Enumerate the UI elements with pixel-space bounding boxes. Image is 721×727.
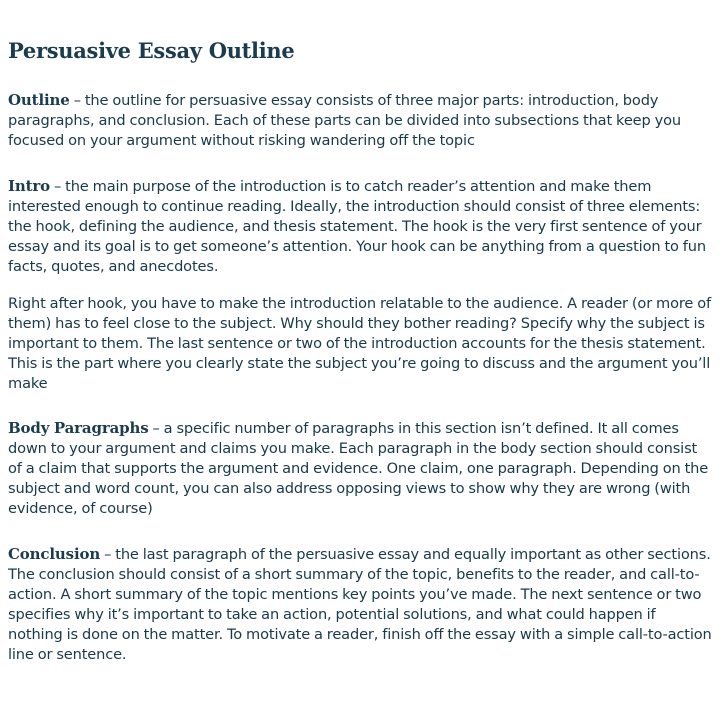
intro-continuation-paragraph — [8, 294, 714, 394]
intro-continuation-text: Right after hook, you have to make the introduction relatable to the audience. A reader (or more of them) has to feel close to the subject. Why should they bother reading? Specify why the subject is important to them. The last sentence or two of the introduction accounts for the thesis statement. This is the part where you clearly state the subject you’re going to discuss and the argument you’ll make — [8, 295, 711, 392]
intro-term: Intro — [8, 177, 51, 195]
conclusion-text: – the last paragraph of the persuasive essay and equally important as other sections. The conclusion should consist of a short summary of the topic, benefits to the reader, and call-to-action. A short summary of the topic mentions key points you’ve made. The next sentence or two specifies why it’s important to take an action, potential solutions, and what could happen if nothing is done on the matter. To motivate a reader, finish off the essay with a simple call-to-action line or sentence. — [8, 546, 712, 663]
page-title: Persuasive Essay Outline — [8, 38, 295, 63]
body-paragraphs-term: Body Paragraphs — [8, 419, 149, 437]
outline-paragraph — [8, 90, 714, 151]
conclusion-paragraph — [8, 544, 714, 665]
intro-paragraph — [8, 176, 714, 277]
intro-text: – the main purpose of the introduction is to catch reader’s attention and make them interested enough to continue reading. Ideally, the introduction should consist of three elements: the hook, defining the audience, and thesis statement. The hook is the very first sentence of your essay and its goal is to get someone’s attention. Your hook can be anything from a question to fun facts, quotes, and anecdotes. — [8, 178, 706, 275]
conclusion-term: Conclusion — [8, 545, 101, 563]
outline-text: – the outline for persuasive essay consists of three major parts: introduction, body paragraphs, and conclusion. Each of these parts can be divided into subsections that keep you focused on your argument without risking wandering off the topic — [8, 92, 681, 149]
document-page — [8, 36, 714, 665]
body-paragraphs-paragraph — [8, 418, 714, 519]
outline-term: Outline — [8, 91, 70, 109]
body-paragraphs-text: – a specific number of paragraphs in this section isn’t defined. It all comes down to your argument and claims you make. Each paragraph in the body section should consist of a claim that supports the argument and evidence. One claim, one paragraph. Depending on the subject and word count, you can also address opposing views to show why they are wrong (with evidence, of course) — [8, 420, 709, 517]
